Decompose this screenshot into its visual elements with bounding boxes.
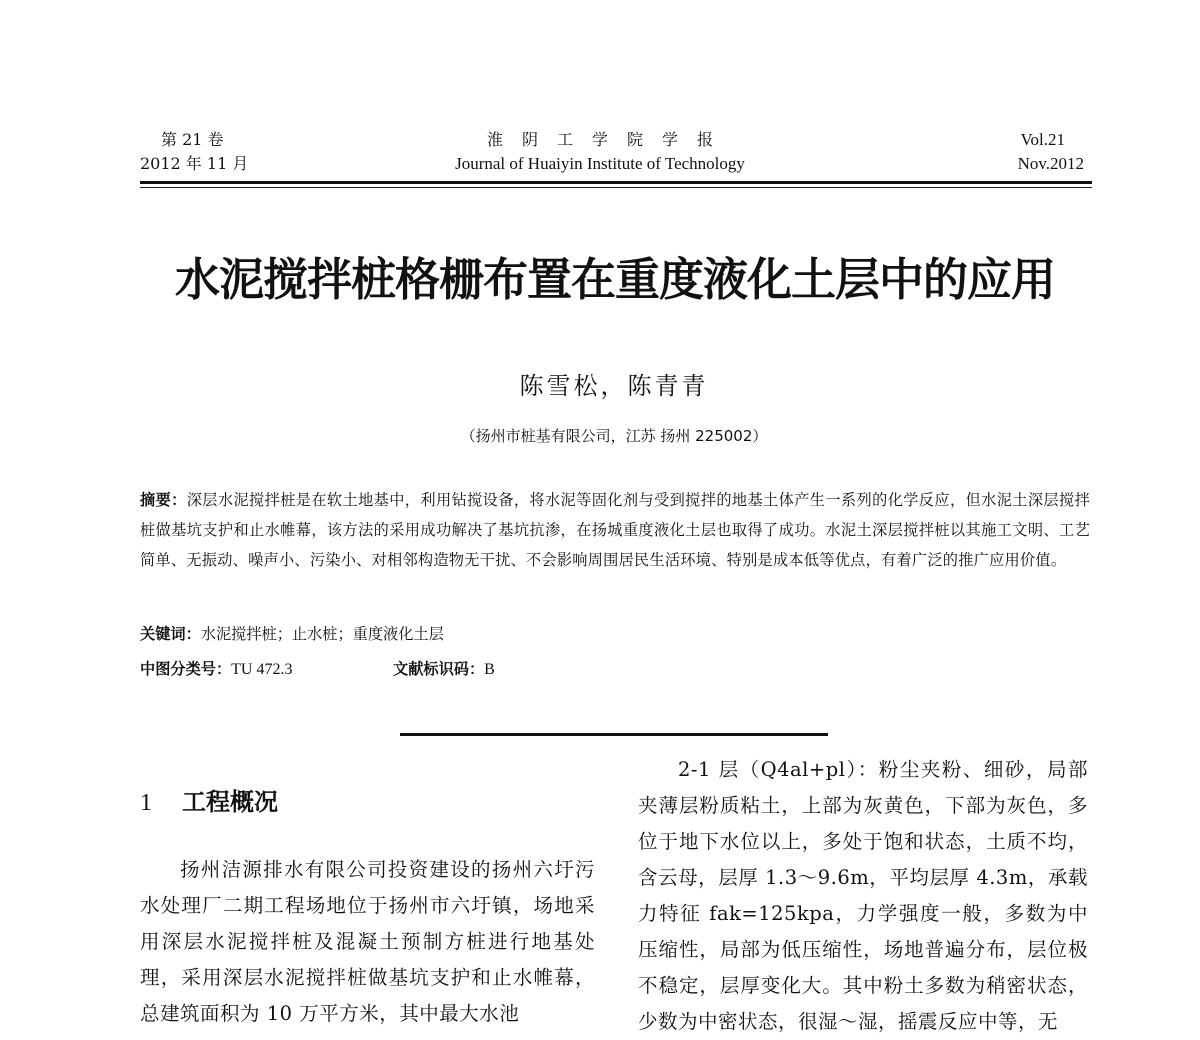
classification-row: [140, 656, 495, 683]
author-affiliation: （扬州市桩基有限公司，江苏 扬州 225002）: [460, 427, 768, 445]
volume-cn: 第 21 卷: [161, 130, 224, 149]
clc-number: [140, 656, 393, 683]
date-en: Nov.2012: [1017, 154, 1084, 173]
abstract-text: 深层水泥搅拌桩是在软土地基中，利用钻搅设备，将水泥等固化剂与受到搅拌的地基土体产生一系列的化学反应，但水泥土深层搅拌桩做基坑支护和止水帷幕，该方法的采用成功解决了基坑抗渗，在扬城重度液化土层也取得了成功。水泥土深层搅拌桩以其施工文明、工艺简单、无振动、噪声小、污染小、对相邻构造物无干扰、不会影响周围居民生活环境、特别是成本低等优点，有着广泛的推广应用价值。: [140, 491, 1091, 569]
date-cn: 2012 年 11 月: [140, 154, 249, 173]
doc-code-value: B: [484, 661, 495, 678]
running-header-left: [140, 128, 248, 176]
document-code: [393, 656, 495, 683]
clc-label: 中图分类号：: [140, 660, 232, 678]
keywords-text: 水泥搅拌桩；止水桩；重度液化土层: [200, 625, 444, 643]
paper-title: 水泥搅拌桩格栅布置在重度液化土层中的应用: [174, 253, 1055, 306]
paper-authors: 陈雪松，陈青青: [519, 372, 709, 400]
clc-value: TU 472.3: [231, 661, 293, 678]
body-paragraph: 2-1 层（Q4al+pl）：粉尘夹粉、细砂，局部夹薄层粉质粘土，上部为灰黄色，下部为灰色，多位于地下水位以上，多处于饱和状态，土质不均，含云母，层厚 1.3～9.6m，平均层厚 4.3m，承载力特征 fak=125kpa，力学强度一般，多数为中压缩性，局部为低压缩性，场地普遍分布，层位极不稳定，层厚变化大。其中粉土多数为稍密状态，少数为中密状态，很湿～湿，摇震反应中等，无: [638, 758, 1088, 1033]
body-column-left: [140, 852, 595, 1032]
section-heading: [140, 784, 278, 821]
volume-en: Vol.21: [1020, 130, 1065, 149]
abstract-separator-rule: [400, 733, 828, 736]
keywords: [140, 621, 444, 647]
running-header-right: [1018, 128, 1084, 176]
journal-name-en: Journal of Huaiyin Institute of Technology: [455, 154, 745, 173]
doc-code-label: 文献标识码：: [393, 660, 485, 678]
section-title: 工程概况: [182, 788, 278, 816]
abstract-label: 摘要：: [140, 491, 187, 509]
keywords-label: 关键词：: [140, 625, 201, 643]
body-column-right: [638, 752, 1088, 1040]
journal-name-cn: 淮阴工学院学报: [486, 130, 732, 149]
running-header-center: [380, 128, 820, 176]
section-number: 1: [140, 790, 152, 816]
header-rule-thin: [140, 187, 1092, 188]
body-paragraph: 扬州洁源排水有限公司投资建设的扬州六圩污水处理厂二期工程场地位于扬州市六圩镇，场地采用深层水泥搅拌桩及混凝土预制方桩进行地基处理，采用深层水泥搅拌桩做基坑支护和止水帷幕，总建筑面积为 10 万平方米，其中最大水池: [140, 858, 595, 1025]
header-rule-thick: [140, 181, 1092, 184]
abstract: [140, 485, 1090, 575]
